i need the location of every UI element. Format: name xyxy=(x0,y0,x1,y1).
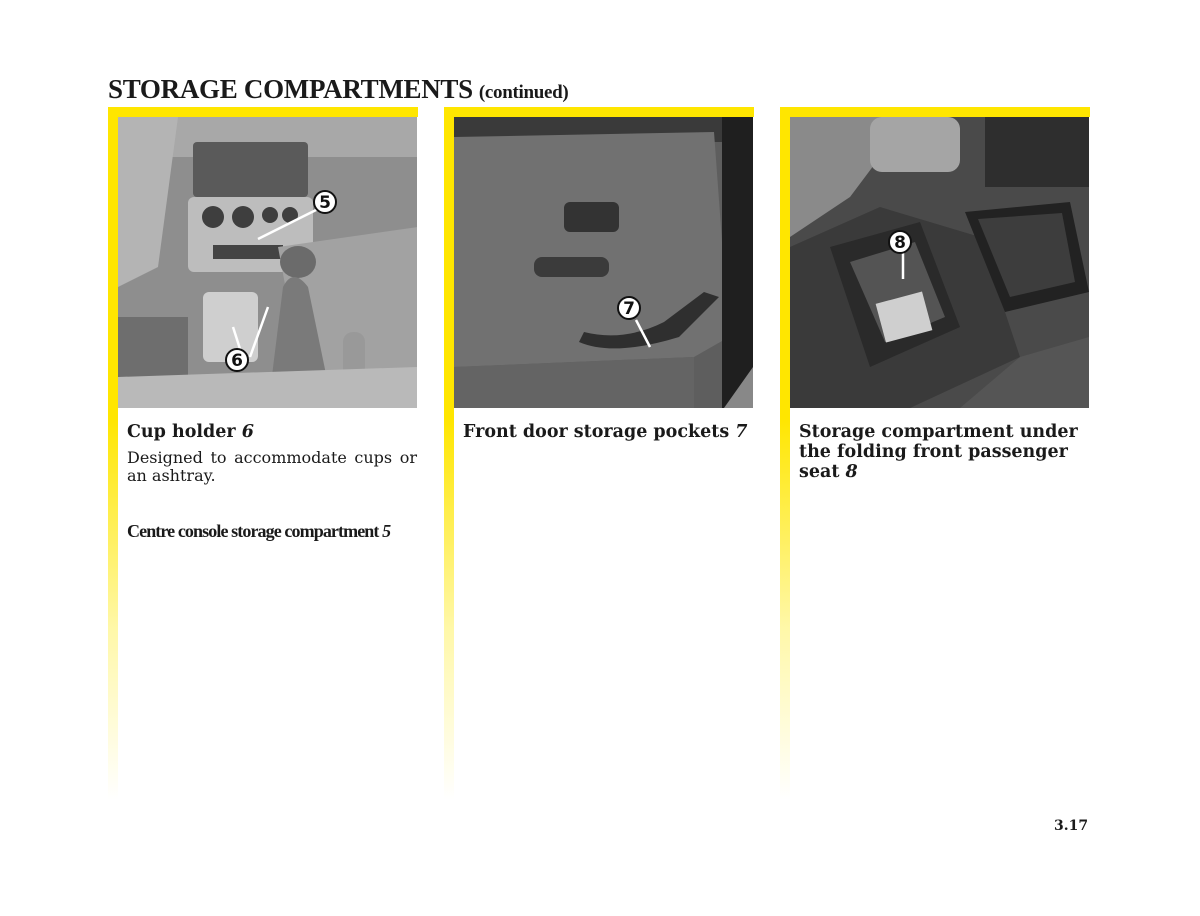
heading-number: 6 xyxy=(241,422,254,442)
photo-front-door xyxy=(454,117,753,408)
column-door-pockets xyxy=(444,107,754,800)
heading-text: Storage compartment under the folding front passenger seat xyxy=(799,422,1078,482)
callout-marker-6 xyxy=(226,349,248,371)
accent-stripe-top xyxy=(780,107,1090,117)
page-number: 3.17 xyxy=(1054,818,1089,834)
photo-center-console xyxy=(118,117,417,408)
callout-label-7: 7 xyxy=(623,299,635,319)
heading-number: 8 xyxy=(845,462,858,482)
callout-marker-8 xyxy=(889,231,911,253)
callout-label-8: 8 xyxy=(894,233,906,253)
page-title-main: STORAGE COMPARTMENTS xyxy=(108,74,473,104)
column-seat-storage xyxy=(780,107,1090,800)
column-cup-holder xyxy=(108,107,418,800)
page-title xyxy=(108,74,568,105)
accent-stripe-left xyxy=(780,107,790,800)
photo-under-seat xyxy=(790,117,1089,408)
cup-holder-description: Designed to accommodate cups or an ashtray. xyxy=(127,448,417,485)
heading-door-pockets xyxy=(463,422,753,442)
callout-label-6: 6 xyxy=(231,351,243,371)
heading-text: Front door storage pockets xyxy=(463,422,730,442)
callout-label-5: 5 xyxy=(319,193,331,213)
heading-text: Cup holder xyxy=(127,422,236,442)
subheading-text: Centre console storage compartment xyxy=(127,521,379,541)
accent-stripe-left xyxy=(108,107,118,800)
page-title-suffix: (continued) xyxy=(478,82,569,103)
callout-marker-7 xyxy=(618,297,640,319)
subheading-number: 5 xyxy=(382,521,391,541)
heading-number: 7 xyxy=(735,422,748,442)
heading-cup-holder xyxy=(127,422,417,442)
heading-seat-storage xyxy=(799,422,1089,482)
accent-stripe-left xyxy=(444,107,454,800)
subheading-console-storage xyxy=(127,521,427,542)
callout-marker-5 xyxy=(314,191,336,213)
accent-stripe-top xyxy=(108,107,418,117)
accent-stripe-top xyxy=(444,107,754,117)
